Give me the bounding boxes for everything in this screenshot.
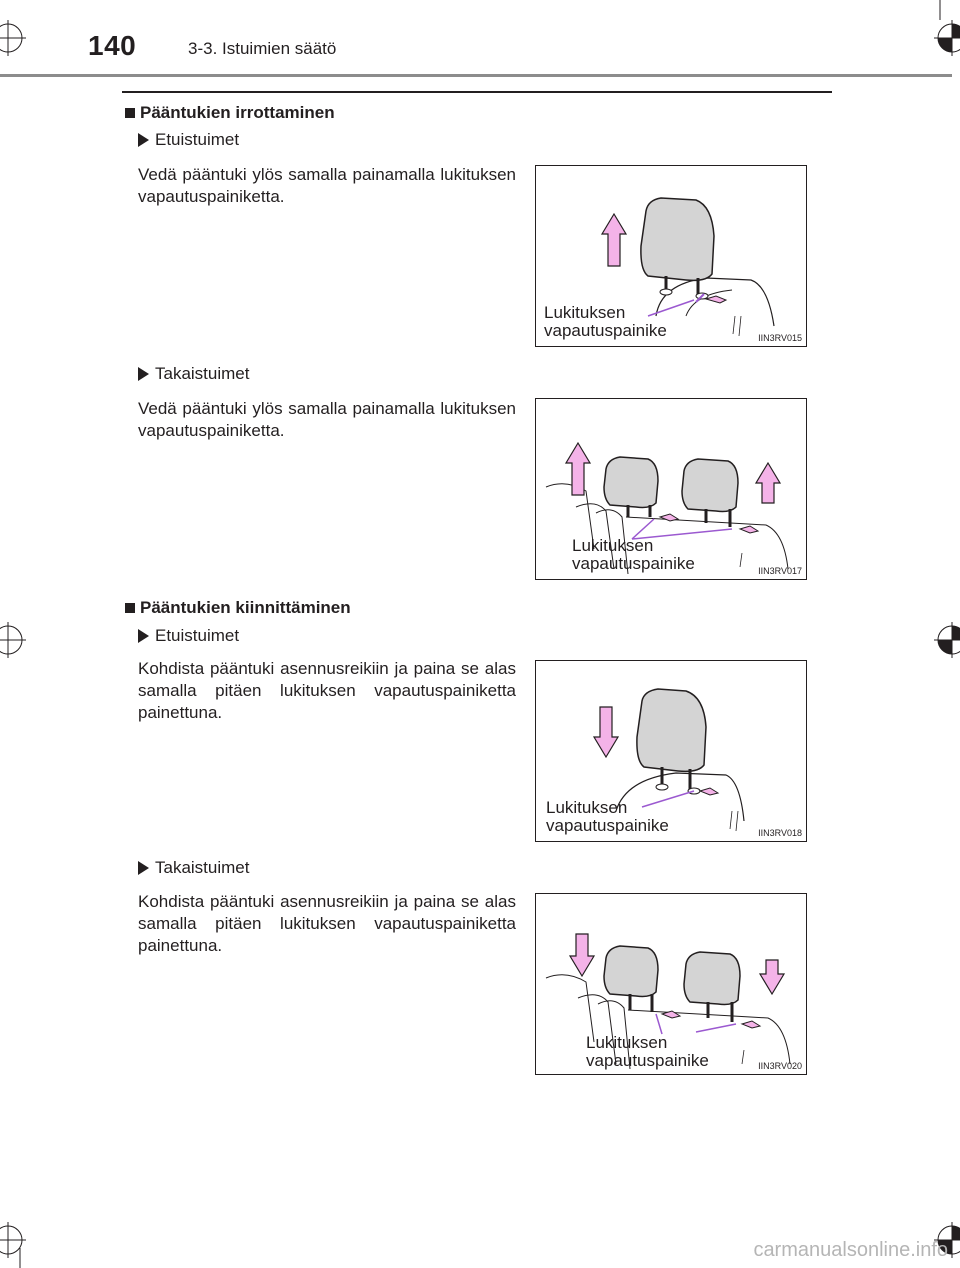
figure-label-line2: vapautuspainike <box>544 321 667 340</box>
subheading-text: Etuistuimet <box>155 626 240 645</box>
figure-label-line2: vapautuspainike <box>546 816 669 835</box>
figure-label-line1: Lukituksen <box>544 303 626 322</box>
instruction-text: Vedä pääntuki ylös samalla painamalla lukituksen vapautuspainiketta. <box>138 399 516 440</box>
subheading-text: Takaistuimet <box>155 858 250 877</box>
subheading-text: Takaistuimet <box>155 364 250 383</box>
subheading-text: Etuistuimet <box>155 130 240 149</box>
figure-label-line1: Lukituksen <box>546 798 628 817</box>
figure-label-line2: vapautuspainike <box>586 1051 709 1070</box>
section-heading-text: Pääntukien kiinnittäminen <box>140 598 351 617</box>
instruction-text: Vedä pääntuki ylös samalla painamalla lukituksen vapautuspainiketta. <box>138 165 516 206</box>
page-number: 140 <box>88 30 137 61</box>
figure-label-line1: Lukituksen <box>572 536 654 555</box>
figure-code: IIN3RV015 <box>758 333 802 343</box>
watermark: carmanualsonline.info <box>753 1239 948 1261</box>
figure-code: IIN3RV020 <box>758 1061 802 1071</box>
figure-label-line1: Lukituksen <box>586 1033 668 1052</box>
chapter-title: 3-3. Istuimien säätö <box>188 39 337 58</box>
section-heading-text: Pääntukien irrottaminen <box>140 103 335 122</box>
instruction-text: Kohdista pääntuki asennusreikiin ja paina se alas samalla pitäen lukituksen vapautuspainiketta painettuna. <box>138 892 516 955</box>
figure-code: IIN3RV018 <box>758 828 802 838</box>
figure-label-line2: vapautuspainike <box>572 554 695 573</box>
figure-code: IIN3RV017 <box>758 566 802 576</box>
instruction-text: Kohdista pääntuki asennusreikiin ja paina se alas samalla pitäen lukituksen vapautuspainiketta painettuna. <box>138 659 516 722</box>
